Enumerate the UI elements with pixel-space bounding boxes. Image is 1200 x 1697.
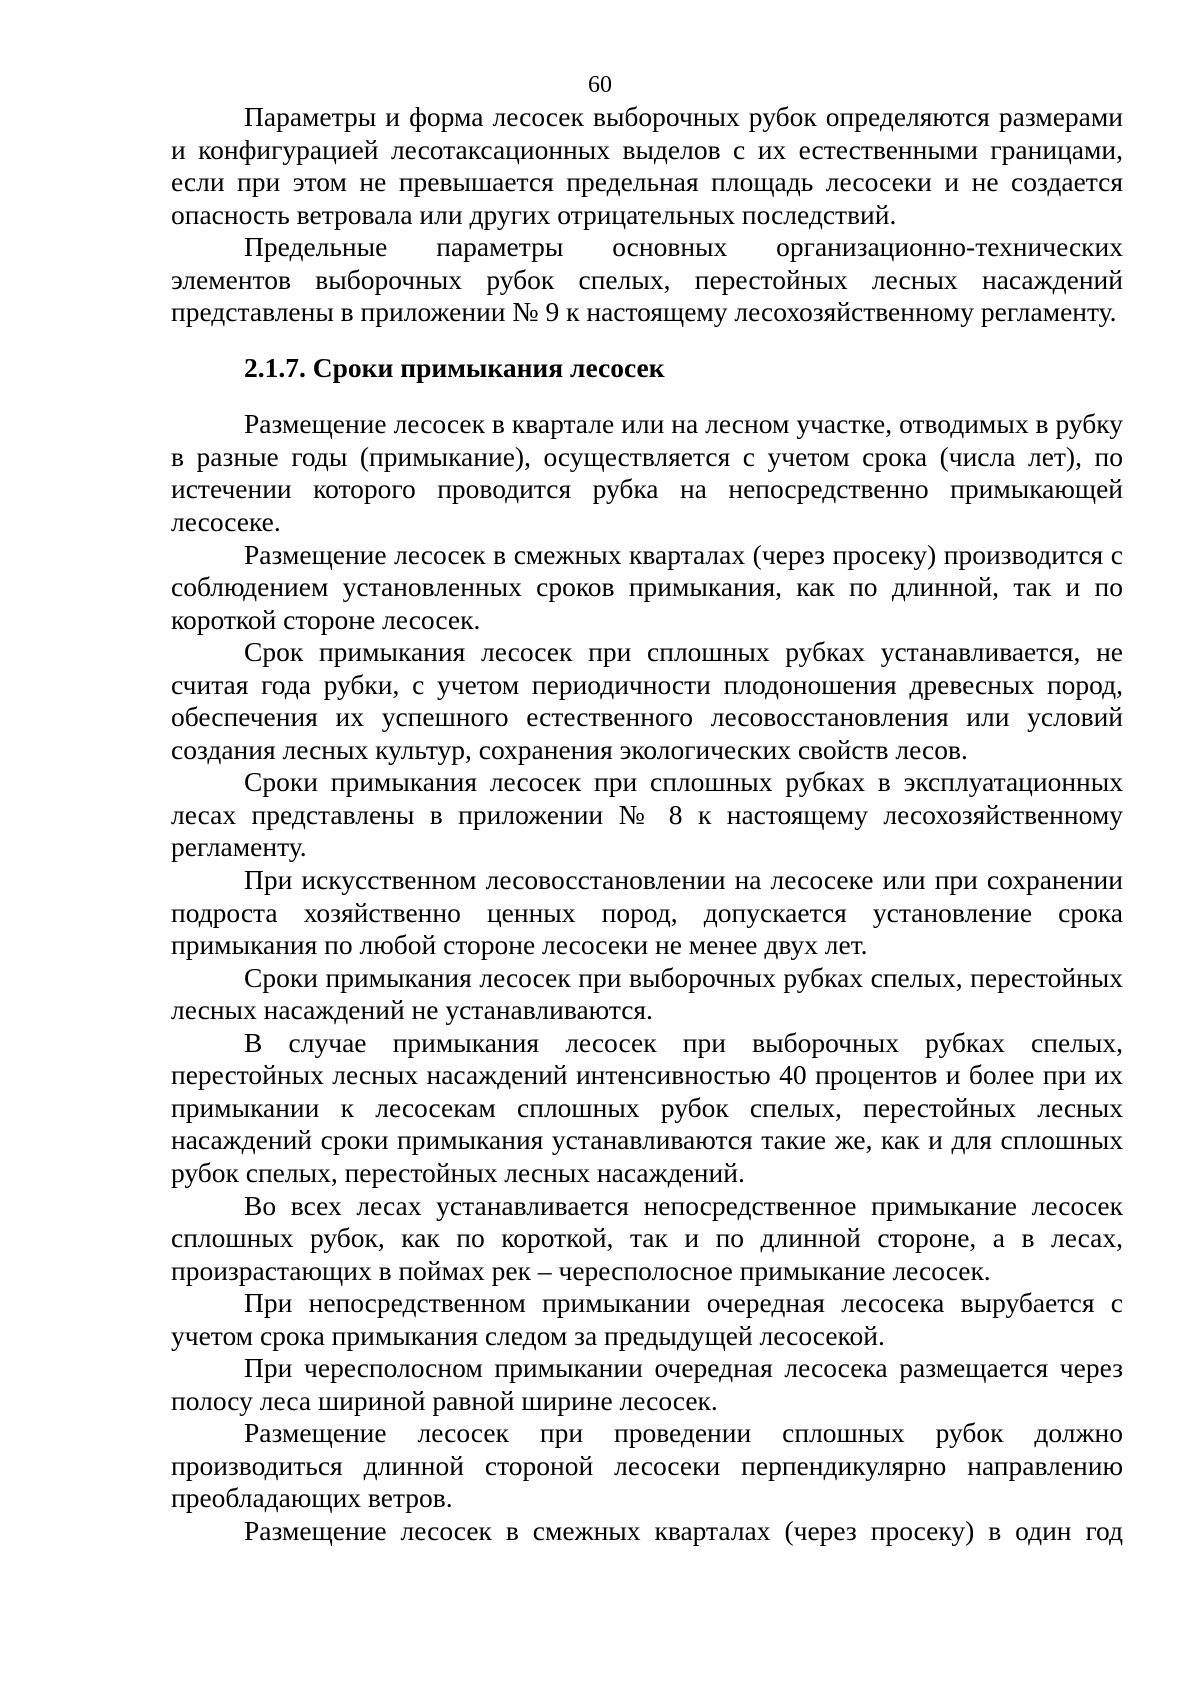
section-heading: 2.1.7. Сроки примыкания лесосек <box>244 351 665 383</box>
document-body <box>171 101 1123 1548</box>
page-number: 60 <box>588 72 612 98</box>
paragraph-appendix-8: Сроки примыкания лесосек при сплошных рубках в эксплуатационных лесах представлены в приложении № 8 к настоящему лесохозяйственному регламенту. <box>171 766 1123 863</box>
paragraph-artificial-restoration: При искусственном лесовосстановлении на лесосеке или при сохранении подроста хозяйственно ценных пород, допускается установление срока примыкания по любой стороне лесосеки не менее двух лет. <box>171 864 1123 961</box>
paragraph-limit-parameters: Предельные параметры основных организационно-технических элементов выборочных рубок спелых, перестойных лесных насаждений представлены в приложении № 9 к настоящему лесохозяйственному регламенту. <box>171 231 1123 328</box>
paragraph-cutting-parameters: Параметры и форма лесосек выборочных рубок определяются размерами и конфигурацией лесотаксационных выделов с их естественными границами, если при этом не превышается предельная площадь лесосеки и не создается опасность ветровала или других отрицательных последствий. <box>171 101 1123 230</box>
paragraph-selective-cutting: Сроки примыкания лесосек при выборочных рубках спелых, перестойных лесных насаждений не устанавливаются. <box>171 961 1123 1026</box>
paragraph-wind-direction: Размещение лесосек при проведении сплошных рубок должно производиться длинной стороной лесосеки перпендикулярно направлению преобладающих ветров. <box>171 1417 1123 1514</box>
paragraph-strip-adjacency: При чересполосном примыкании очередная лесосека размещается через полосу леса шириной равной ширине лесосек. <box>171 1352 1123 1416</box>
paragraph-all-forests: Во всех лесах устанавливается непосредственное примыкание лесосек сплошных рубок, как по короткой, так и по длинной стороне, а в лесах, произрастающих в поймах рек – чересполосное примыкание лесосек. <box>171 1189 1123 1286</box>
paragraph-continued: Размещение лесосек в смежных кварталах (через просеку) в один год <box>244 1514 1123 1546</box>
paragraph-direct-adjacency: При непосредственном примыкании очередная лесосека вырубается с учетом срока примыкания следом за предыдущей лесосекой. <box>171 1287 1123 1351</box>
paragraph-intensity-40: В случае примыкания лесосек при выборочных рубках спелых, перестойных лесных насаждений интенсивностью 40 процентов и более при их примыкании к лесосекам сплошных рубок спелых, перестойных лесных насаждений сроки примыкания устанавливаются такие же, как и для сплошных рубок спелых, перестойных лесных насаждений. <box>171 1026 1123 1188</box>
paragraph-adjacent-quarters: Размещение лесосек в смежных кварталах (через просеку) производится с соблюдением установленных сроков примыкания, как по длинной, так и по короткой стороне лесосек. <box>171 538 1123 635</box>
paragraph-clear-cutting-term: Срок примыкания лесосек при сплошных рубках устанавливается, не считая года рубки, с учетом периодичности плодоношения древесных пород, обеспечения их успешного естественного лесовосстановления или условий создания лесных культур, сохранения экологических свойств лесов. <box>171 636 1123 765</box>
paragraph-adjacency-placement: Размещение лесосек в квартале или на лесном участке, отводимых в рубку в разные годы (примыкание), осуществляется с учетом срока (числа лет), по истечении которого проводится рубка на непосредственно примыкающей лесосеке. <box>171 408 1123 538</box>
